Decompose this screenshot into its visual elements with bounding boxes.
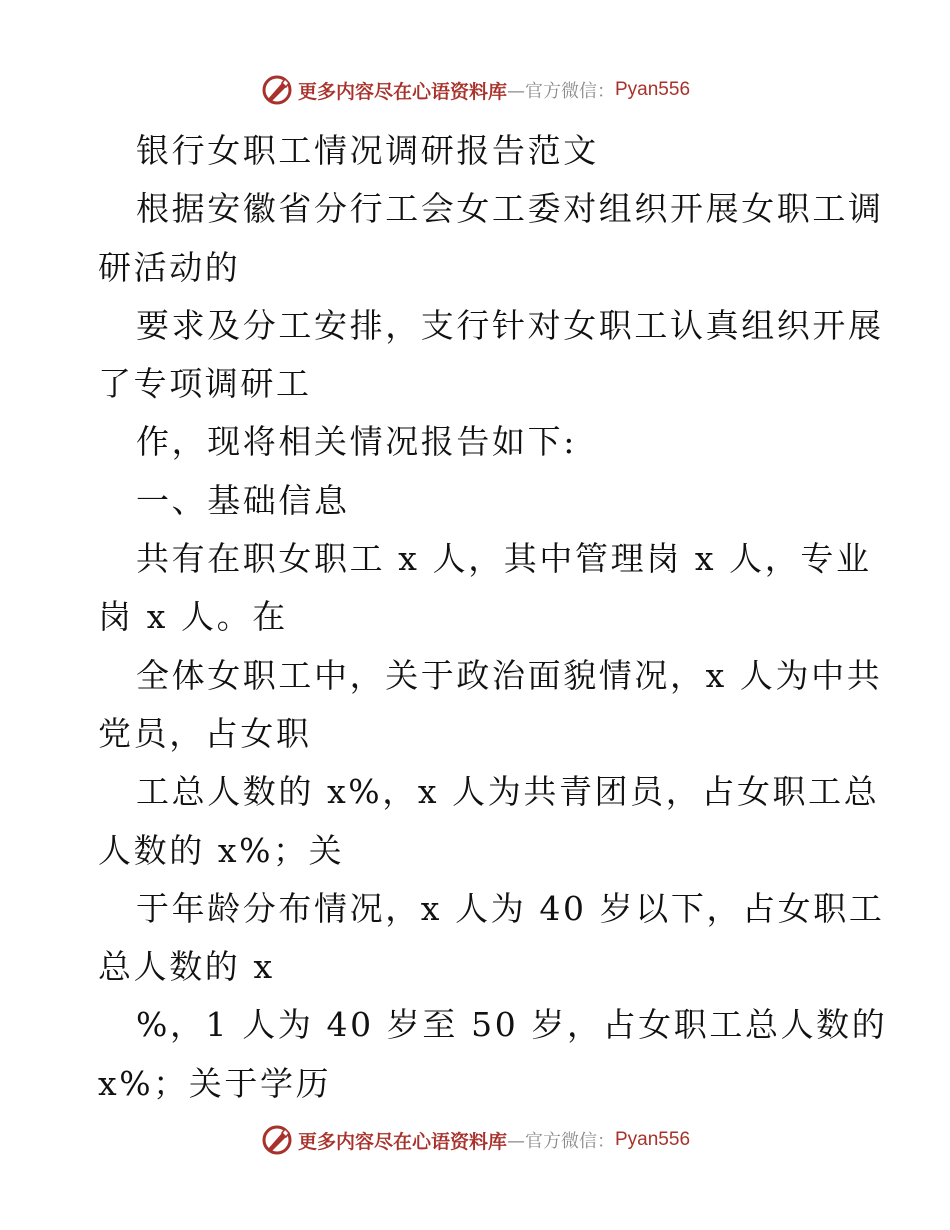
header-watermark bbox=[0, 70, 950, 110]
section-heading: 一、基础信息 bbox=[136, 480, 350, 520]
watermark-sub-text: —官方微信： bbox=[507, 81, 615, 102]
pen-logo-icon bbox=[260, 1123, 294, 1157]
text-line: 了专项调研工 bbox=[98, 364, 312, 404]
text-line: %，1 人为 40 岁至 50 岁，占女职工总人数的 bbox=[136, 1005, 888, 1045]
text-line: 人数的 x%；关 bbox=[98, 830, 345, 870]
watermark-main-text: 更多内容尽在心语资料库 bbox=[297, 80, 507, 103]
text-line: 岗 x 人。在 bbox=[98, 597, 288, 637]
text-line: 于年龄分布情况，x 人为 40 岁以下，占女职工 bbox=[136, 888, 885, 928]
watermark-wechat-id: Pyan556 bbox=[615, 1129, 691, 1150]
text-line: 作，现将相关情况报告如下: bbox=[136, 422, 577, 462]
document-title: 银行女职工情况调研报告范文 bbox=[136, 131, 599, 170]
watermark-wechat-id: Pyan556 bbox=[615, 79, 691, 100]
watermark-main-text: 更多内容尽在心语资料库 bbox=[297, 1130, 507, 1153]
text-line: 党员，占女职 bbox=[98, 713, 312, 753]
text-line: 要求及分工安排，支行针对女职工认真组织开展 bbox=[136, 305, 884, 345]
text-line: 共有在职女职工 x 人，其中管理岗 x 人，专业 bbox=[136, 539, 872, 579]
text-line: 研活动的 bbox=[98, 247, 241, 287]
text-line: 工总人数的 x%，x 人为共青团员，占女职工总 bbox=[136, 772, 880, 812]
watermark-sub-text: —官方微信： bbox=[507, 1131, 615, 1152]
text-line: 根据安徽省分行工会女工委对组织开展女职工调 bbox=[136, 189, 884, 229]
document-body bbox=[98, 122, 888, 1113]
footer-watermark bbox=[0, 1120, 950, 1160]
pen-logo-icon bbox=[260, 73, 294, 107]
text-line: x%；关于学历 bbox=[98, 1063, 332, 1103]
text-line: 总人数的 x bbox=[98, 947, 275, 987]
text-line: 全体女职工中，关于政治面貌情况，x 人为中共 bbox=[136, 655, 883, 695]
